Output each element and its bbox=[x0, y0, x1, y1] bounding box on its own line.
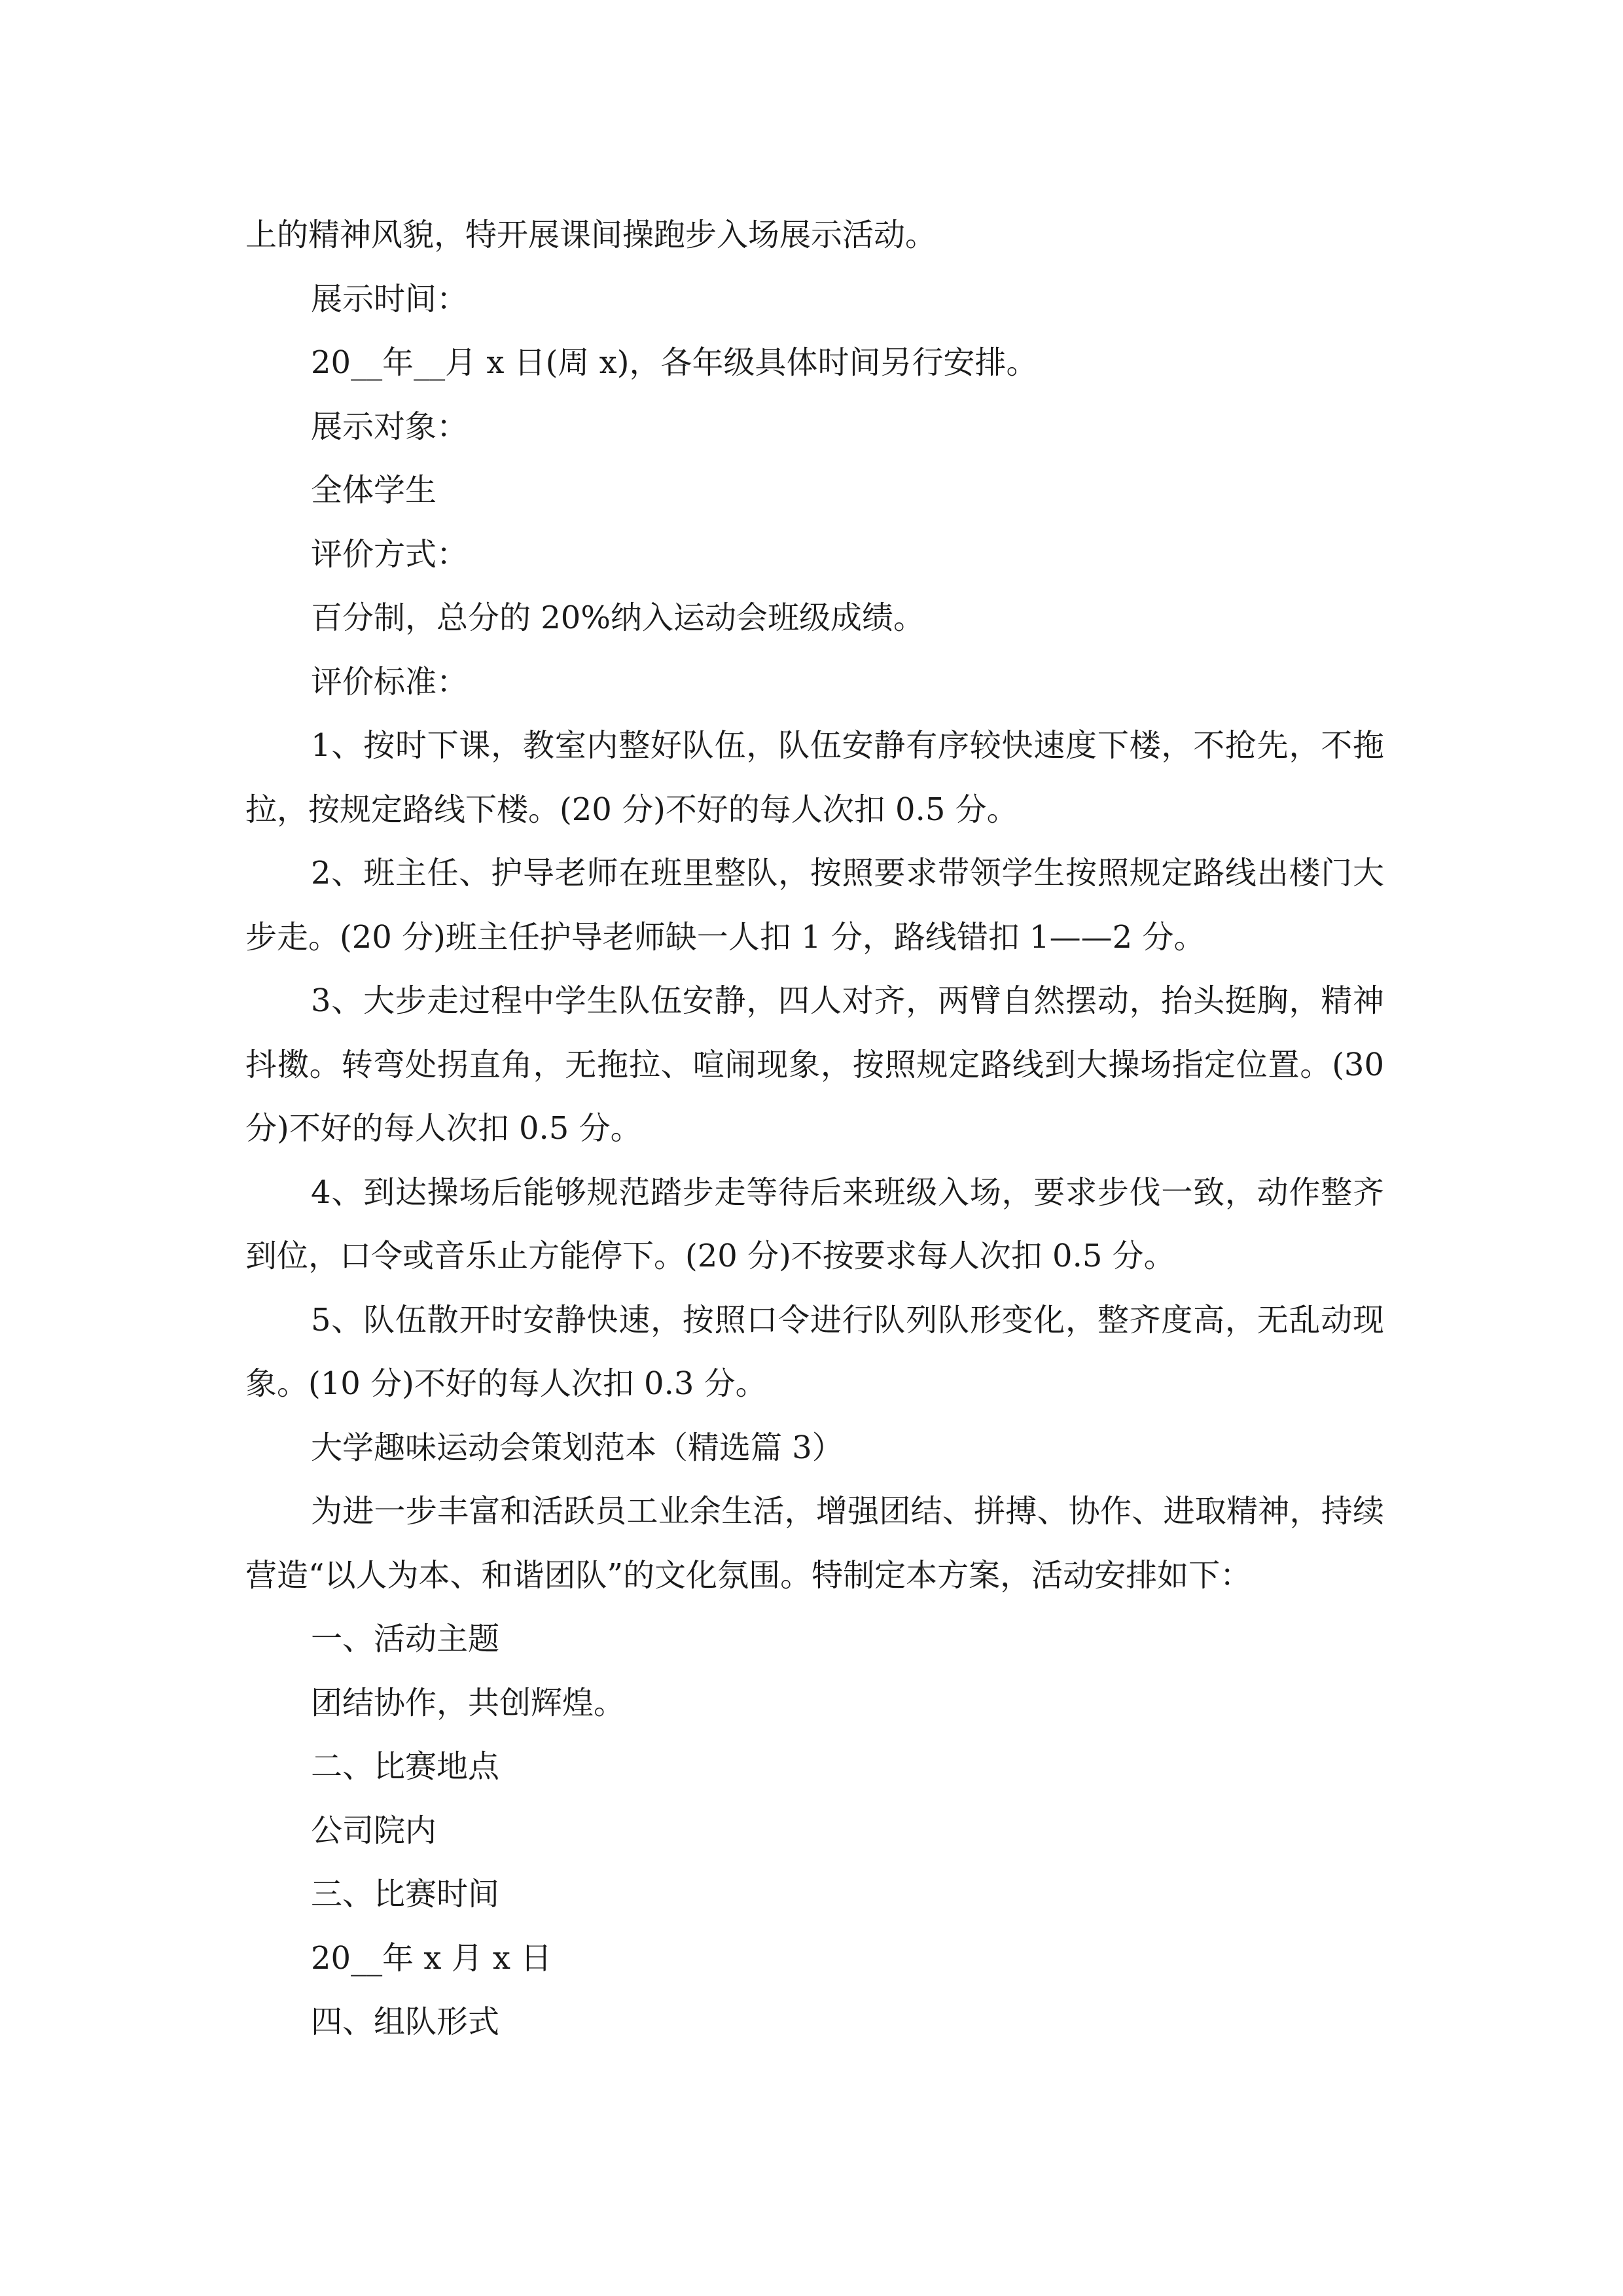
document-paragraph: 二、比赛地点 bbox=[311, 1748, 500, 1785]
document-paragraph: 评价方式： bbox=[311, 535, 469, 573]
document-paragraph: 公司院内 bbox=[311, 1812, 437, 1849]
document-paragraph: 四、组队形式 bbox=[311, 2003, 500, 2040]
document-paragraph: 评价标准： bbox=[311, 663, 469, 700]
document-paragraph: 5、队伍散开时安静快速，按照口令进行队列队形变化，整齐度高，无乱动现象。(10 分)不好的每人次扣 0.3 分。 bbox=[245, 1301, 1384, 1402]
document-paragraph: 20__年 x 月 x 日 bbox=[311, 1939, 552, 1977]
document-paragraph: 一、活动主题 bbox=[311, 1621, 500, 1657]
document-paragraph: 百分制，总分的 20%纳入运动会班级成绩。 bbox=[311, 600, 925, 636]
document-paragraph: 1、按时下课，教室内整好队伍，队伍安静有序较快速度下楼，不抢先，不拖拉，按规定路线下楼。(20 分)不好的每人次扣 0.5 分。 bbox=[245, 727, 1384, 828]
document-paragraph: 4、到达操场后能够规范踏步走等待后来班级入场，要求步伐一致，动作整齐到位，口令或音乐止方能停下。(20 分)不按要求每人次扣 0.5 分。 bbox=[245, 1174, 1384, 1274]
document-paragraph: 三、比赛时间 bbox=[311, 1876, 500, 1912]
document-paragraph: 展示时间： bbox=[311, 280, 469, 317]
document-paragraph: 展示对象： bbox=[311, 408, 469, 445]
document-paragraph: 大学趣味运动会策划范本（精选篇 3） bbox=[311, 1429, 844, 1466]
document-paragraph: 全体学生 bbox=[311, 472, 437, 509]
document-paragraph: 团结协作，共创辉煌。 bbox=[311, 1684, 626, 1721]
document-body bbox=[245, 204, 1384, 2054]
document-paragraph: 上的精神风貌，特开展课间操跑步入场展示活动。 bbox=[245, 217, 937, 253]
document-paragraph: 为进一步丰富和活跃员工业余生活，增强团结、拼搏、协作、进取精神，持续营造“以人为本、和谐团队”的文化氛围。特制定本方案，活动安排如下： bbox=[245, 1493, 1384, 1594]
document-paragraph: 2、班主任、护导老师在班里整队，按照要求带领学生按照规定路线出楼门大步走。(20 分)班主任护导老师缺一人扣 1 分，路线错扣 1——2 分。 bbox=[245, 855, 1384, 956]
document-paragraph: 20__年__月 x 日(周 x)，各年级具体时间另行安排。 bbox=[311, 344, 1038, 381]
document-paragraph: 3、大步走过程中学生队伍安静，四人对齐，两臂自然摆动，抬头挺胸，精神抖擞。转弯处拐直角，无拖拉、喧闹现象，按照规定路线到大操场指定位置。(30 分)不好的每人次扣 0.5 分。 bbox=[245, 982, 1384, 1147]
